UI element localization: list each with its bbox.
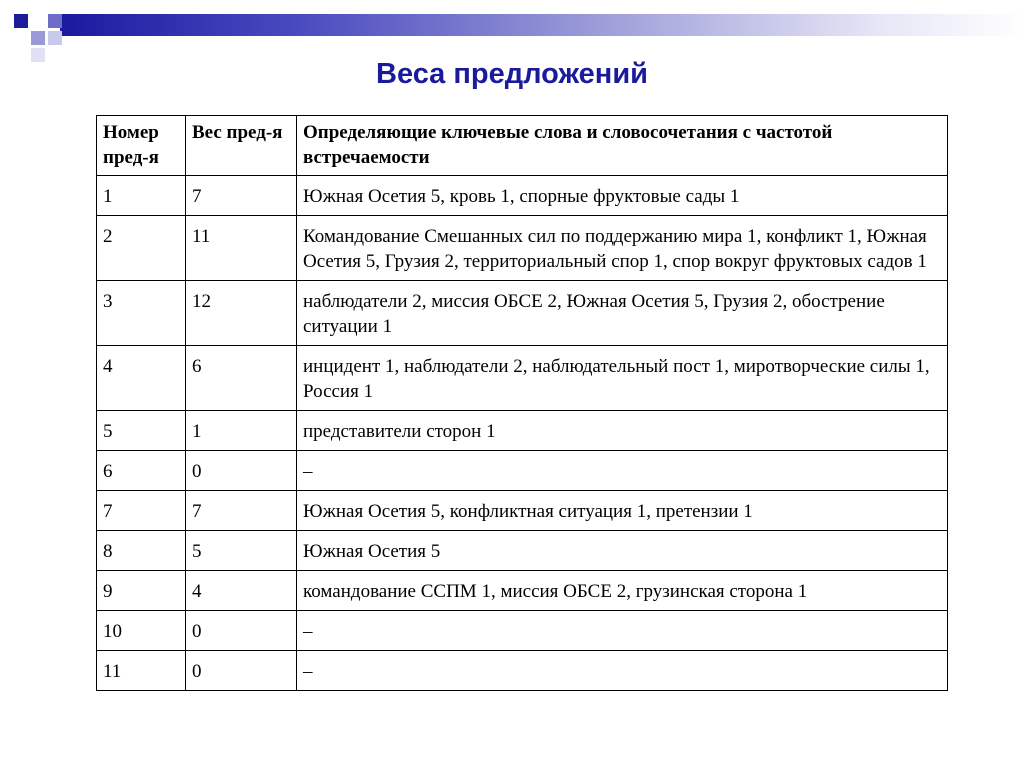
decor-square: [48, 31, 62, 45]
decor-square: [14, 14, 28, 28]
cell-number: 3: [97, 281, 186, 346]
cell-keywords: инцидент 1, наблюдатели 2, наблюдательный пост 1, миротворческие силы 1, Россия 1: [297, 346, 948, 411]
header-sentence-number: Номер пред-я: [97, 116, 186, 176]
cell-number: 9: [97, 571, 186, 611]
cell-number: 11: [97, 651, 186, 691]
cell-number: 8: [97, 531, 186, 571]
cell-weight: 7: [186, 491, 297, 531]
decor-square: [48, 14, 62, 28]
table-row: [97, 611, 948, 651]
cell-number: 4: [97, 346, 186, 411]
decor-square: [31, 31, 45, 45]
cell-number: 5: [97, 411, 186, 451]
cell-keywords: –: [297, 611, 948, 651]
table-row: [97, 451, 948, 491]
cell-number: 7: [97, 491, 186, 531]
cell-weight: 6: [186, 346, 297, 411]
table-row: [97, 571, 948, 611]
table-row: [97, 346, 948, 411]
table-row: [97, 216, 948, 281]
table-row: [97, 281, 948, 346]
table-header-row: [97, 116, 948, 176]
slide-title: Веса предложений: [376, 58, 648, 90]
cell-weight: 11: [186, 216, 297, 281]
cell-number: 6: [97, 451, 186, 491]
table-row: [97, 411, 948, 451]
table-row: [97, 491, 948, 531]
cell-keywords: командование ССПМ 1, миссия ОБСЕ 2, грузинская сторона 1: [297, 571, 948, 611]
cell-weight: 4: [186, 571, 297, 611]
header-keywords: Определяющие ключевые слова и словосочетания с частотой встречаемости: [297, 116, 948, 176]
cell-keywords: наблюдатели 2, миссия ОБСЕ 2, Южная Осетия 5, Грузия 2, обострение ситуации 1: [297, 281, 948, 346]
cell-keywords: Южная Осетия 5, кровь 1, спорные фруктовые сады 1: [297, 176, 948, 216]
cell-number: 1: [97, 176, 186, 216]
header-sentence-weight: Вес пред-я: [186, 116, 297, 176]
cell-keywords: –: [297, 451, 948, 491]
table-row: [97, 531, 948, 571]
cell-keywords: Командование Смешанных сил по поддержанию мира 1, конфликт 1, Южная Осетия 5, Грузия 2, территориальный спор 1, спор вокруг фруктовых садов 1: [297, 216, 948, 281]
cell-keywords: Южная Осетия 5: [297, 531, 948, 571]
table-row: [97, 651, 948, 691]
cell-weight: 1: [186, 411, 297, 451]
cell-keywords: –: [297, 651, 948, 691]
cell-weight: 7: [186, 176, 297, 216]
cell-weight: 0: [186, 651, 297, 691]
cell-keywords: Южная Осетия 5, конфликтная ситуация 1, претензии 1: [297, 491, 948, 531]
sentence-weights-table: [96, 115, 948, 691]
cell-weight: 0: [186, 451, 297, 491]
cell-number: 10: [97, 611, 186, 651]
cell-keywords: представители сторон 1: [297, 411, 948, 451]
cell-weight: 0: [186, 611, 297, 651]
cell-number: 2: [97, 216, 186, 281]
cell-weight: 12: [186, 281, 297, 346]
cell-weight: 5: [186, 531, 297, 571]
table-row: [97, 176, 948, 216]
header-gradient-bar: [60, 14, 1024, 36]
